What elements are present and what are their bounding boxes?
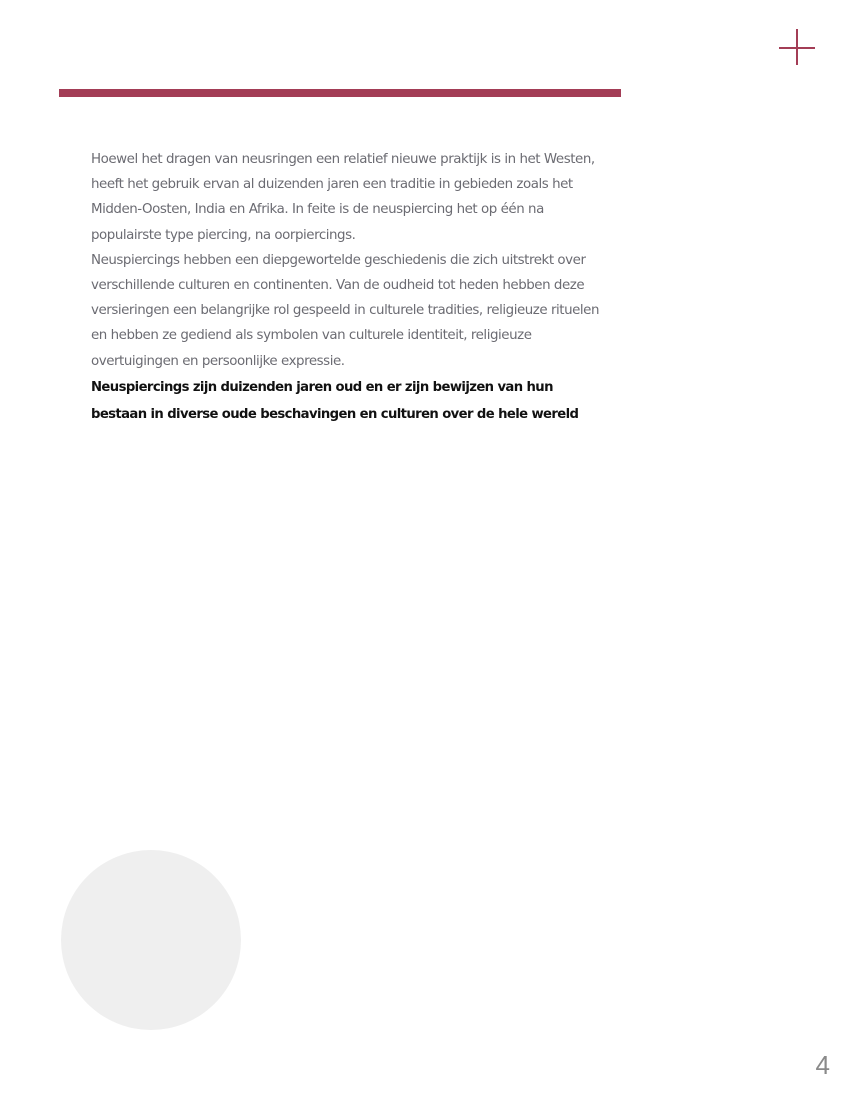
paragraph-intro: Hoewel het dragen van neusringen een relatief nieuwe praktijk is in het Westen, heeft het gebruik ervan al duizenden jaren een traditie in gebieden zoals het Midden-Oosten, India en Afrika. In feite is de neuspiercing het op één na populairste type piercing, na oorpiercings. bbox=[91, 152, 595, 243]
paragraph-highlight: Neuspiercings zijn duizenden jaren oud en er zijn bewijzen van hun bestaan in diverse oude beschavingen en culturen over de hele wereld bbox=[91, 379, 579, 422]
plus-icon-vertical bbox=[796, 29, 798, 65]
plus-icon bbox=[779, 29, 815, 65]
page-number: 4 bbox=[815, 1050, 830, 1080]
accent-bar bbox=[59, 89, 621, 97]
paragraph-history: Neuspiercings hebben een diepgewortelde geschiedenis die zich uitstrekt over verschillende culturen en continenten. Van de oudheid tot heden hebben deze versieringen een belangrijke rol gespeeld in culturele tradities, religieuze rituelen en hebben ze gediend als symbolen van culturele identiteit, religieuze overtuigingen en persoonlijke expressie. bbox=[91, 252, 600, 369]
body-text bbox=[91, 147, 611, 428]
decorative-circle bbox=[61, 850, 241, 1030]
